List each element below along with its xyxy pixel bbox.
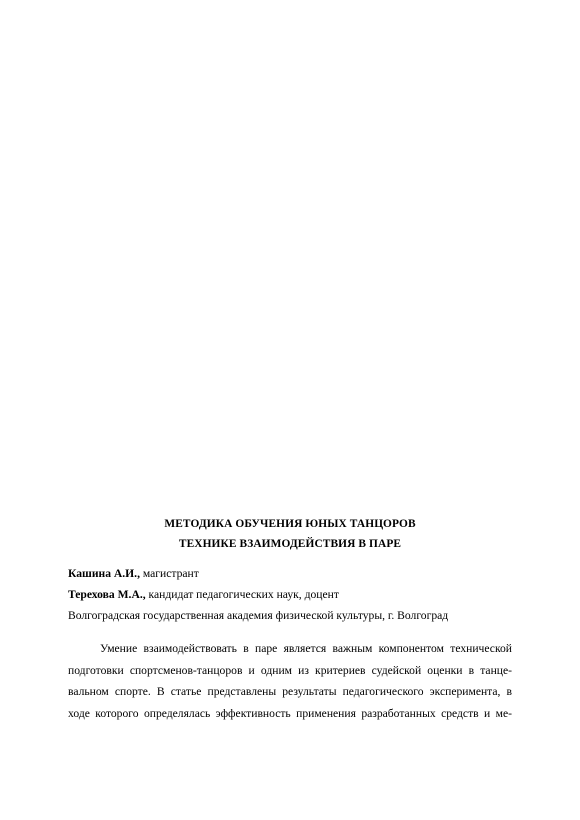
abstract-line-3: вальном спорте. В статье представлены результаты педагогического эксперимента, в bbox=[68, 685, 512, 698]
title-line-2: ТЕХНИКЕ ВЗАИМОДЕЙСТВИЯ В ПАРЕ bbox=[178, 538, 402, 550]
abstract-line-1: Умение взаимодействовать в паре является важным компонентом технической bbox=[100, 642, 512, 655]
article-title bbox=[0, 514, 580, 554]
author-2 bbox=[68, 587, 528, 603]
author-1-name: Кашина А.И., bbox=[68, 567, 140, 580]
abstract bbox=[68, 638, 512, 724]
author-2-name: Терехова М.А., bbox=[68, 588, 146, 601]
abstract-line-4: ходе которого определялась эффективность применения разработанных средств и ме- bbox=[68, 706, 512, 720]
abstract-line-2: подготовки спортсменов-танцоров и одним из критериев судейской оценки в танце- bbox=[68, 663, 512, 677]
author-2-role: кандидат педагогических наук, доцент bbox=[148, 588, 339, 601]
author-1-role: магистрант bbox=[142, 567, 199, 580]
author-1 bbox=[68, 566, 528, 582]
affiliation: Волгоградская государственная академия физической культуры, г. Волгоград bbox=[68, 609, 449, 622]
title-line-1: МЕТОДИКА ОБУЧЕНИЯ ЮНЫХ ТАНЦОРОВ bbox=[164, 518, 416, 530]
